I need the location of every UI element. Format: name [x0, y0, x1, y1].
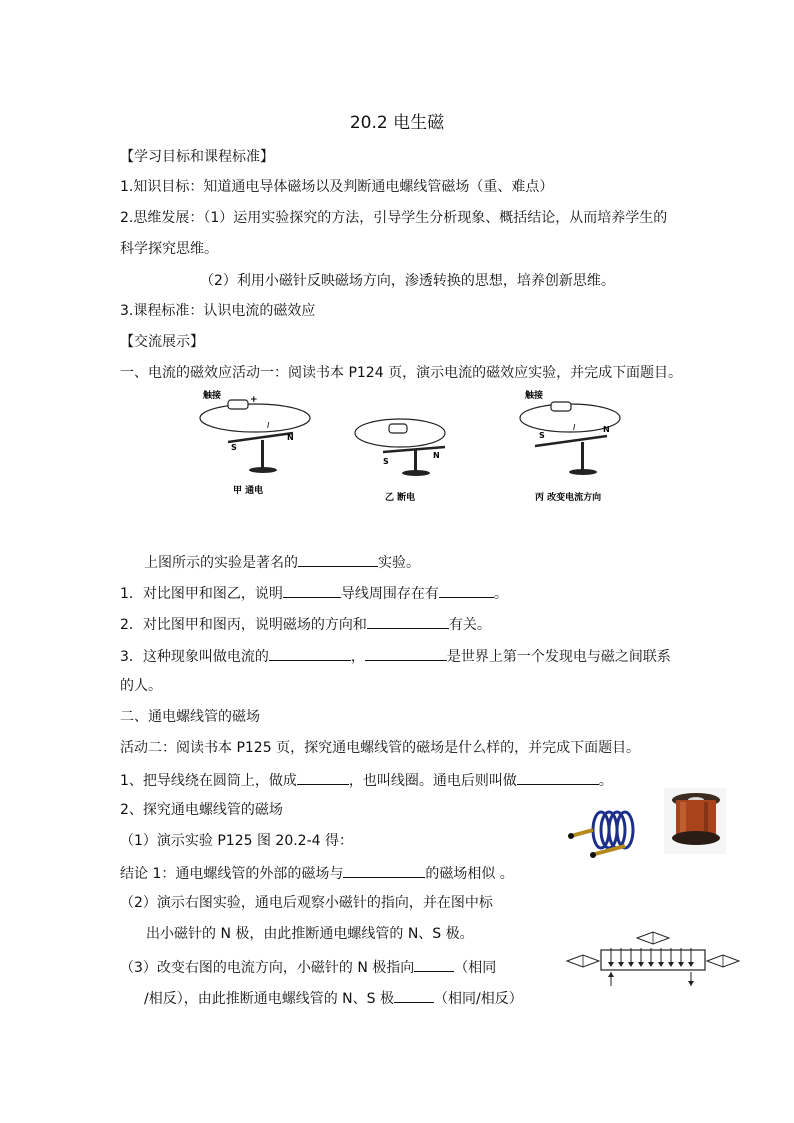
- s23-text-a: （3）改变右图的电流方向，小磁针的 N 极指向: [120, 960, 415, 976]
- figure-jia: [200, 390, 310, 496]
- answer-blank[interactable]: [298, 552, 378, 567]
- question-3: [120, 646, 671, 666]
- svg-text:+: +: [250, 395, 258, 405]
- q3-text-c: 是世界上第一个发现电与磁之间联系: [446, 649, 671, 665]
- q2-text-b: 有关。: [448, 617, 491, 633]
- svg-text:S: S: [383, 457, 389, 466]
- battery: [389, 424, 407, 433]
- question-2: [120, 614, 491, 634]
- step-2-2-cont: 出小磁针的 N 极，由此推断通电螺线管的 N、S 极。: [146, 926, 474, 942]
- magnetic-needle: [228, 433, 293, 442]
- answer-blank[interactable]: [367, 614, 449, 629]
- wire-loop: [200, 404, 310, 432]
- caption-yi: 乙 断电: [385, 493, 416, 503]
- s1-text-c: 。: [598, 773, 613, 789]
- answer-blank[interactable]: [439, 583, 494, 598]
- q0-text-b: 实验。: [378, 555, 420, 571]
- answer-blank[interactable]: [269, 646, 351, 661]
- activity-2: 活动二：阅读书本 P125 页，探究通电螺线管的磁场是什么样的，并完成下面题目。: [120, 740, 641, 756]
- answer-blank[interactable]: [517, 770, 599, 785]
- svg-text:S: S: [231, 443, 237, 452]
- touch-label-jia: 触接: [203, 391, 222, 401]
- answer-blank[interactable]: [394, 988, 434, 1003]
- step-2-3-cont: [144, 988, 523, 1008]
- step-2: 2、探究通电螺线管的磁场: [120, 802, 283, 818]
- caption-jia: 甲 通电: [233, 486, 264, 496]
- objectives-header: 【学习目标和课程标准】: [120, 149, 274, 165]
- solenoid-body: [601, 950, 705, 970]
- question-1: [120, 583, 508, 603]
- needle-base: [402, 470, 430, 476]
- step-1: [120, 770, 613, 790]
- answer-blank[interactable]: [365, 646, 447, 661]
- magnetic-needle: [535, 436, 607, 446]
- q1-text-a: 1．对比图甲和图乙，说明: [120, 586, 283, 602]
- s23-text-c: /相反），由此推断通电螺线管的 N、S 极: [144, 991, 394, 1007]
- svg-text:N: N: [287, 433, 294, 442]
- s23-text-d: （相同/相反）: [433, 991, 523, 1007]
- step-2-3: [120, 957, 496, 977]
- battery: [228, 400, 248, 409]
- figure-bing: [520, 390, 620, 503]
- step-2-2: （2）演示右图实验，通电后观察小磁针的指向，并在图中标: [120, 895, 493, 911]
- q3-text-a: 3．这种现象叫做电流的: [120, 649, 269, 665]
- svg-text:N: N: [603, 425, 610, 434]
- part2-heading: 二、通电螺线管的磁场: [120, 709, 260, 725]
- objective-thinking-2: （2）利用小磁针反映磁场方向，渗透转换的思想，培养创新思维。: [200, 273, 615, 289]
- c1-text-a: 结论 1：通电螺线管的外部的磁场与: [120, 866, 344, 882]
- conclusion-1: [120, 863, 514, 883]
- oersted-experiment-figures: [195, 390, 625, 508]
- needle-base: [249, 467, 277, 473]
- svg-text:I: I: [573, 423, 576, 432]
- svg-text:S: S: [539, 431, 545, 440]
- s1-text-b: ，也叫线圈。通电后则叫做: [348, 773, 517, 789]
- q0-text-a: 上图所示的实验是著名的: [144, 555, 298, 571]
- objective-thinking-1-cont: 科学探究思维。: [120, 241, 218, 257]
- copper-spool-photo: [664, 788, 726, 854]
- step-2-1: （1）演示实验 P125 图 20.2-4 得：: [120, 833, 354, 849]
- objective-thinking-1: 2.思维发展：（1）运用实验探究的方法，引导学生分析现象、概括结论，从而培养学生的: [120, 210, 668, 226]
- answer-blank[interactable]: [414, 957, 454, 972]
- q2-text-a: 2．对比图甲和图丙，说明磁场的方向和: [120, 617, 367, 633]
- part1-heading: 一、电流的磁效应活动一：阅读书本 P124 页，演示电流的磁效应实验，并完成下面题目。: [120, 365, 683, 381]
- page-title: 20.2 电生磁: [349, 113, 445, 133]
- s23-text-b: （相同: [454, 960, 497, 976]
- touch-label-bing: 触接: [525, 391, 544, 401]
- s1-text-a: 1、把导线绕在圆筒上，做成: [120, 773, 297, 789]
- svg-text:N: N: [433, 451, 440, 460]
- caption-bing: 丙 改变电流方向: [535, 493, 602, 503]
- needle-base: [569, 469, 597, 475]
- answer-blank[interactable]: [297, 770, 349, 785]
- answer-blank[interactable]: [283, 583, 341, 598]
- figure-yi: [355, 419, 445, 503]
- q1-text-b: 导线周围存在有: [340, 586, 439, 602]
- svg-text:I: I: [267, 421, 270, 430]
- question-3-cont: 的人。: [120, 678, 162, 694]
- q1-text-c: 。: [493, 586, 508, 602]
- solenoid-photo: [565, 800, 647, 862]
- answer-blank[interactable]: [343, 863, 425, 878]
- battery: [551, 402, 571, 411]
- solenoid-diagram: [565, 928, 743, 988]
- objective-standard: 3.课程标准：认识电流的磁效应: [120, 303, 316, 319]
- question-0: [144, 552, 420, 572]
- q3-text-b: ，: [350, 649, 365, 665]
- c1-text-b: 的磁场相似 。: [425, 866, 514, 882]
- exchange-header: 【交流展示】: [120, 334, 204, 350]
- objective-knowledge: 1.知识目标：知道通电导体磁场以及判断通电螺线管磁场（重、难点）: [120, 179, 554, 195]
